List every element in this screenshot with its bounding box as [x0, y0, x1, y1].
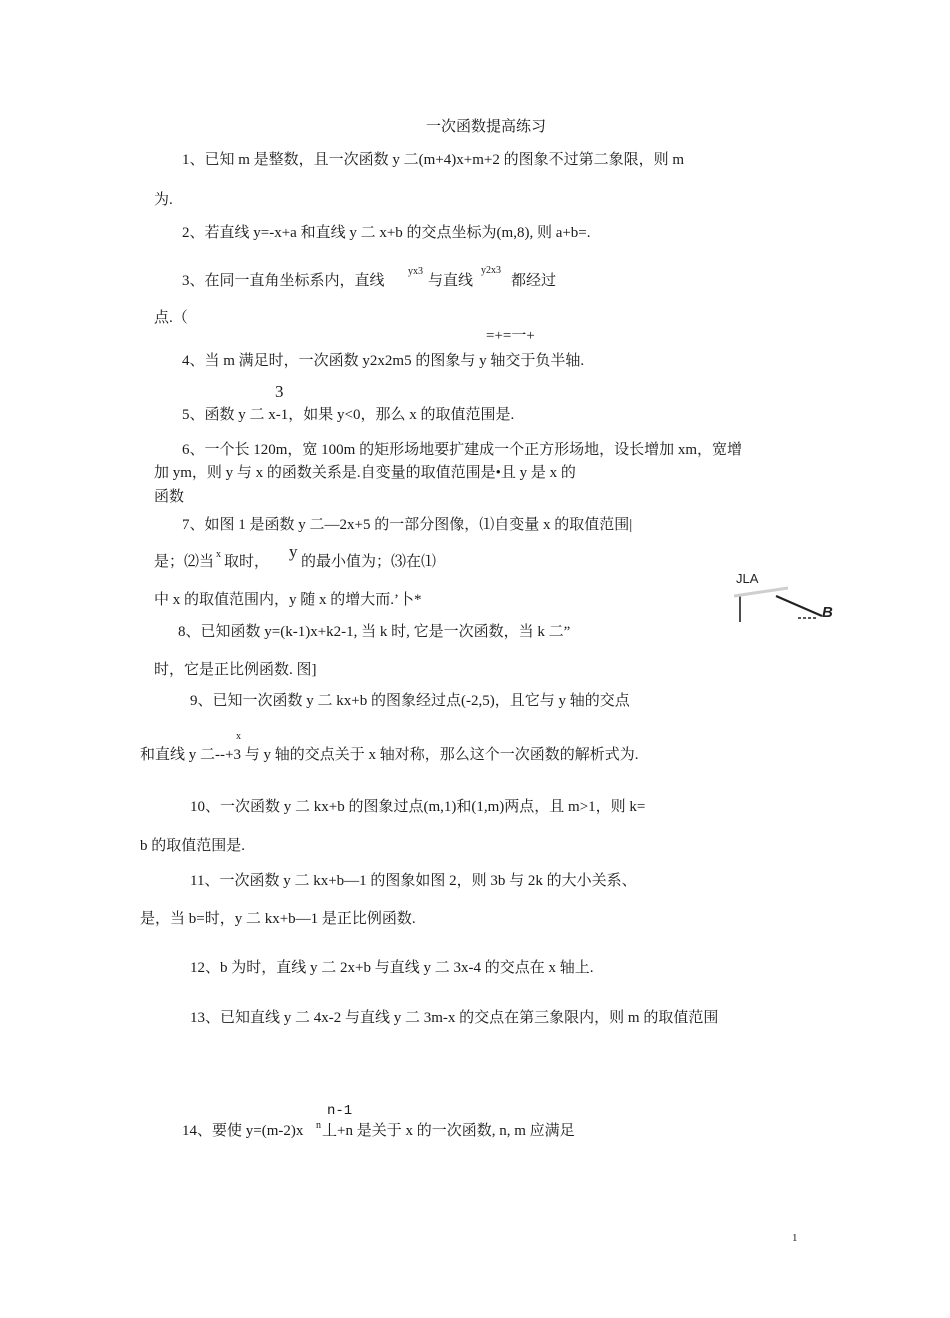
question-11-line-1: 11、一次函数 y 二 kx+b—1 的图象如图 2，则 3b 与 2k 的大小关系、: [190, 873, 637, 889]
question-4: 4、当 m 满足时，一次函数 y2x2m5 的图象与 y 轴交于负半轴.: [182, 353, 585, 369]
question-14-sup: n-1: [327, 1103, 353, 1119]
question-8-line-1: 8、已知函数 y=(k-1)x+k2-1, 当 k 时, 它是一次函数，当 k 二”: [178, 624, 571, 640]
question-9-fraction-x: x: [236, 731, 241, 742]
question-6-line-1: 6、一个长 120m，宽 100m 的矩形场地要扩建成一个正方形场地，设长增加 xm，宽增: [182, 442, 743, 458]
question-7-y: y: [289, 542, 298, 561]
question-14-part-1: 14、要使 y=(m-2)x: [182, 1123, 304, 1139]
question-2: 2、若直线 y=-x+a 和直线 y 二 x+b 的交点坐标为(m,8), 则 a+b=.: [182, 225, 591, 241]
question-9-line-2: 和直线 y 二--+3 与 y 轴的交点关于 x 轴对称，那么这个一次函数的解析式为.: [140, 747, 639, 763]
question-5: 5、函数 y 二 x-1，如果 y<0，那么 x 的取值范围是.: [182, 407, 515, 423]
question-3-part-2: 与直线: [428, 273, 474, 289]
figure-label-a: JLA: [736, 571, 759, 586]
question-14-part-2: 丄+n 是关于 x 的一次函数, n, m 应满足: [322, 1123, 575, 1139]
question-8-line-2: 时，它是正比例函数. 图]: [154, 662, 317, 678]
question-1-line-2: 为.: [154, 192, 173, 208]
figure-line-ab: [776, 596, 822, 616]
question-3-part-3: 都经过: [511, 273, 557, 289]
page-number: 1: [792, 1232, 798, 1244]
question-14-sup-n: n: [316, 1120, 321, 1131]
question-13: 13、已知直线 y 二 4x-2 与直线 y 二 3m-x 的交点在第三象限内，则 m 的取值范围: [190, 1010, 719, 1026]
question-3-line-2: 点.（: [154, 310, 188, 326]
figure-faded-line: [734, 588, 788, 596]
question-10-line-2: b 的取值范围是.: [140, 838, 246, 854]
question-7-line-2a: 是；⑵当: [154, 554, 215, 570]
question-9-line-1: 9、已知一次函数 y 二 kx+b 的图象经过点(-2,5)，且它与 y 轴的交点: [190, 693, 630, 709]
question-11-line-2: 是，当 b=时，y 二 kx+b—1 是正比例函数.: [140, 911, 416, 927]
question-7-sup-x: x: [216, 549, 221, 560]
question-10-line-1: 10、一次函数 y 二 kx+b 的图象过点(m,1)和(1,m)两点，且 m>1，则 k=: [190, 799, 646, 815]
question-5-fraction-num: 3: [275, 382, 284, 401]
figure-label-b: B: [822, 604, 833, 621]
question-3-sup-1: yx3: [408, 266, 423, 277]
page-title: 一次函数提高练习: [426, 119, 547, 135]
question-3-part-1: 3、在同一直角坐标系内，直线: [182, 273, 385, 289]
figure-1-graph: [728, 566, 838, 626]
question-6-line-3: 函数: [154, 489, 185, 505]
question-1-line-1: 1、已知 m 是整数，且一次函数 y 二(m+4)x+m+2 的图象不过第二象限，则 m: [182, 152, 685, 168]
question-7-line-1: 7、如图 1 是函数 y 二—2x+5 的一部分图像，⑴自变量 x 的取值范围|: [182, 517, 633, 533]
question-7-line-2c: 的最小值为；⑶在⑴: [301, 554, 437, 570]
question-6-line-2: 加 ym，则 y 与 x 的函数关系是.自变量的取值范围是•且 y 是 x 的: [154, 465, 576, 481]
question-7-line-2b: 取时，: [224, 554, 270, 570]
question-7-line-3: 中 x 的取值范围内，y 随 x 的增大而.’卜*: [154, 592, 422, 608]
question-4-symbols: =+=一+: [486, 328, 535, 344]
question-12: 12、b 为时，直线 y 二 2x+b 与直线 y 二 3x-4 的交点在 x 轴上.: [190, 960, 594, 976]
question-3-sup-2: y2x3: [481, 265, 501, 276]
